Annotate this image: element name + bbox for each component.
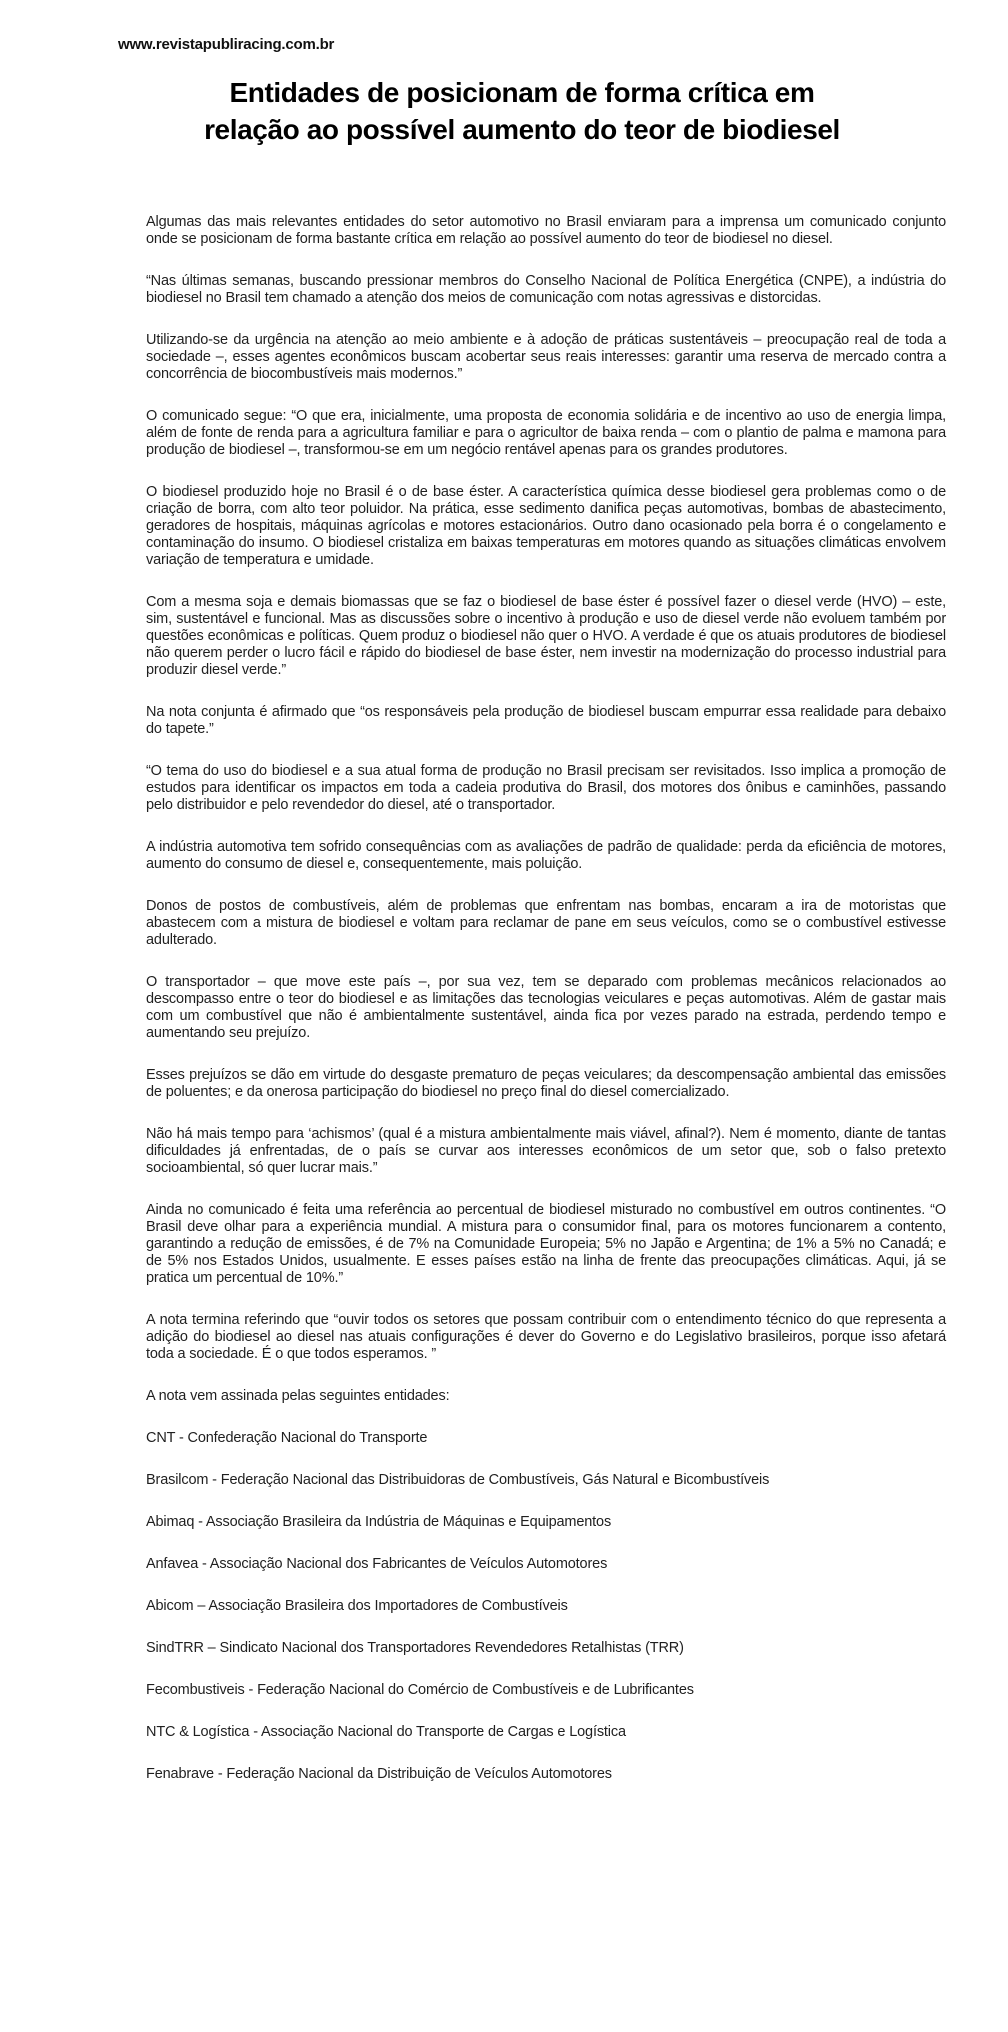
article-paragraph: Não há mais tempo para ‘achismos’ (qual é a mistura ambientalmente mais viável, afinal?). Nem é momento, diante de tantas dificuldades já enfrentadas, de o país se curvar aos interesses econômicos de um setor que, sob o falso pretexto socioambiental, só quer lucrar mais.”	[146, 1126, 946, 1176]
article-title-line2: relação ao possível aumento do teor de biodiesel	[204, 114, 840, 145]
article-title-line1: Entidades de posicionam de forma crítica em	[229, 77, 815, 108]
article-paragraph: Utilizando-se da urgência na atenção ao meio ambiente e à adoção de práticas sustentáveis – preocupação real de toda a sociedade –, esses agentes econômicos buscam acobertar seus reais interesses: garantir uma reserva de mercado contra a concorrência de biocombustíveis mais modernos.”	[146, 332, 946, 382]
site-url: www.revistapubliracing.com.br	[118, 36, 335, 53]
signatory-line: NTC & Logística - Associação Nacional do Transporte de Cargas e Logística	[146, 1724, 626, 1740]
article-title	[146, 74, 898, 148]
article-paragraph: O biodiesel produzido hoje no Brasil é o de base éster. A característica química desse biodiesel gera problemas como o de criação de borra, com alto teor poluidor. Na prática, esse sedimento danifica peças automotivas, bombas de abastecimento, geradores de hospitais, máquinas agrícolas e motores estacionários. Outro dano ocasionado pela borra é o congelamento e contaminação do insumo. O biodiesel cristaliza em baixas temperaturas em motores quando as situações climáticas envolvem variação de temperatura e umidade.	[146, 484, 946, 568]
article-paragraph: Ainda no comunicado é feita uma referência ao percentual de biodiesel misturado no combustível em outros continentes. “O Brasil deve olhar para a experiência mundial. A mistura para o consumidor final, para os motores funcionarem a contento, garantindo a redução de emissões, é de 7% na Comunidade Europeia; 5% no Japão e Argentina; de 1% a 5% no Canadá; e de 5% nos Estados Unidos, usualmente. E esses países estão na linha de frente das preocupações climáticas. Aqui, já se pratica um percentual de 10%.”	[146, 1202, 946, 1286]
signatory-line: Fenabrave - Federação Nacional da Distribuição de Veículos Automotores	[146, 1766, 612, 1782]
article-paragraph: Com a mesma soja e demais biomassas que se faz o biodiesel de base éster é possível fazer o diesel verde (HVO) – este, sim, sustentável e funcional. Mas as discussões sobre o incentivo à produção e uso de diesel verde não evoluem também por questões econômicas e políticas. Quem produz o biodiesel não quer o HVO. A verdade é que os atuais produtores de biodiesel não querem perder o lucro fácil e rápido do biodiesel de base éster, nem investir na modernização do processo industrial para produzir diesel verde.”	[146, 594, 946, 678]
article-paragraph: “Nas últimas semanas, buscando pressionar membros do Conselho Nacional de Política Energética (CNPE), a indústria do biodiesel no Brasil tem chamado a atenção dos meios de comunicação com notas agressivas e distorcidas.	[146, 273, 946, 306]
signatory-line: SindTRR – Sindicato Nacional dos Transportadores Revendedores Retalhistas (TRR)	[146, 1640, 684, 1656]
signatories-intro: A nota vem assinada pelas seguintes entidades:	[146, 1388, 450, 1404]
article-paragraph: O comunicado segue: “O que era, inicialmente, uma proposta de economia solidária e de incentivo ao uso de energia limpa, além de fonte de renda para a agricultura familiar e para o agricultor de baixa renda – com o plantio de palma e mamona para produção de biodiesel –, transformou-se em um negócio rentável apenas para os grandes produtores.	[146, 408, 946, 458]
article-paragraph: Algumas das mais relevantes entidades do setor automotivo no Brasil enviaram para a imprensa um comunicado conjunto onde se posicionam de forma bastante crítica em relação ao possível aumento do teor de biodiesel no diesel.	[146, 214, 946, 247]
article-paragraph: A nota termina referindo que “ouvir todos os setores que possam contribuir com o entendimento técnico do que representa a adição do biodiesel ao diesel nas atuais configurações é dever do Governo e do Legislativo brasileiros, porque isso afetará toda a sociedade. É o que todos esperamos. ”	[146, 1312, 946, 1362]
signatory-line: Abicom – Associação Brasileira dos Importadores de Combustíveis	[146, 1598, 568, 1614]
signatory-line: Fecombustiveis - Federação Nacional do Comércio de Combustíveis e de Lubrificantes	[146, 1682, 694, 1698]
article-paragraph: “O tema do uso do biodiesel e a sua atual forma de produção no Brasil precisam ser revisitados. Isso implica a promoção de estudos para identificar os impactos em toda a cadeia produtiva do Brasil, dos motores dos ônibus e caminhões, passando pelo distribuidor e pelo revendedor do diesel, até o transportador.	[146, 763, 946, 813]
signatory-line: Brasilcom - Federação Nacional das Distribuidoras de Combustíveis, Gás Natural e Bicombustíveis	[146, 1472, 770, 1488]
article-body	[146, 214, 946, 1808]
article-paragraph: Esses prejuízos se dão em virtude do desgaste prematuro de peças veiculares; da descompensação ambiental das emissões de poluentes; e da onerosa participação do biodiesel no preço final do diesel comercializado.	[146, 1067, 946, 1100]
article-paragraph: Donos de postos de combustíveis, além de problemas que enfrentam nas bombas, encaram a ira de motoristas que abastecem com a mistura de biodiesel e voltam para reclamar de pane em seus veículos, como se o combustível estivesse adulterado.	[146, 898, 946, 948]
article-paragraph: O transportador – que move este país –, por sua vez, tem se deparado com problemas mecânicos relacionados ao descompasso entre o teor do biodiesel e as limitações das tecnologias veiculares e peças automotivas. Além de gastar mais com um combustível que não é ambientalmente sustentável, ainda fica por vezes parado na estrada, perdendo tempo e aumentando seu prejuízo.	[146, 974, 946, 1041]
signatory-line: CNT - Confederação Nacional do Transporte	[146, 1430, 428, 1446]
article-paragraph: Na nota conjunta é afirmado que “os responsáveis pela produção de biodiesel buscam empurrar essa realidade para debaixo do tapete.”	[146, 704, 946, 737]
article-paragraph: A indústria automotiva tem sofrido consequências com as avaliações de padrão de qualidade: perda da eficiência de motores, aumento do consumo de diesel e, consequentemente, mais poluição.	[146, 839, 946, 872]
signatory-line: Abimaq - Associação Brasileira da Indústria de Máquinas e Equipamentos	[146, 1514, 612, 1530]
signatory-line: Anfavea - Associação Nacional dos Fabricantes de Veículos Automotores	[146, 1556, 608, 1572]
